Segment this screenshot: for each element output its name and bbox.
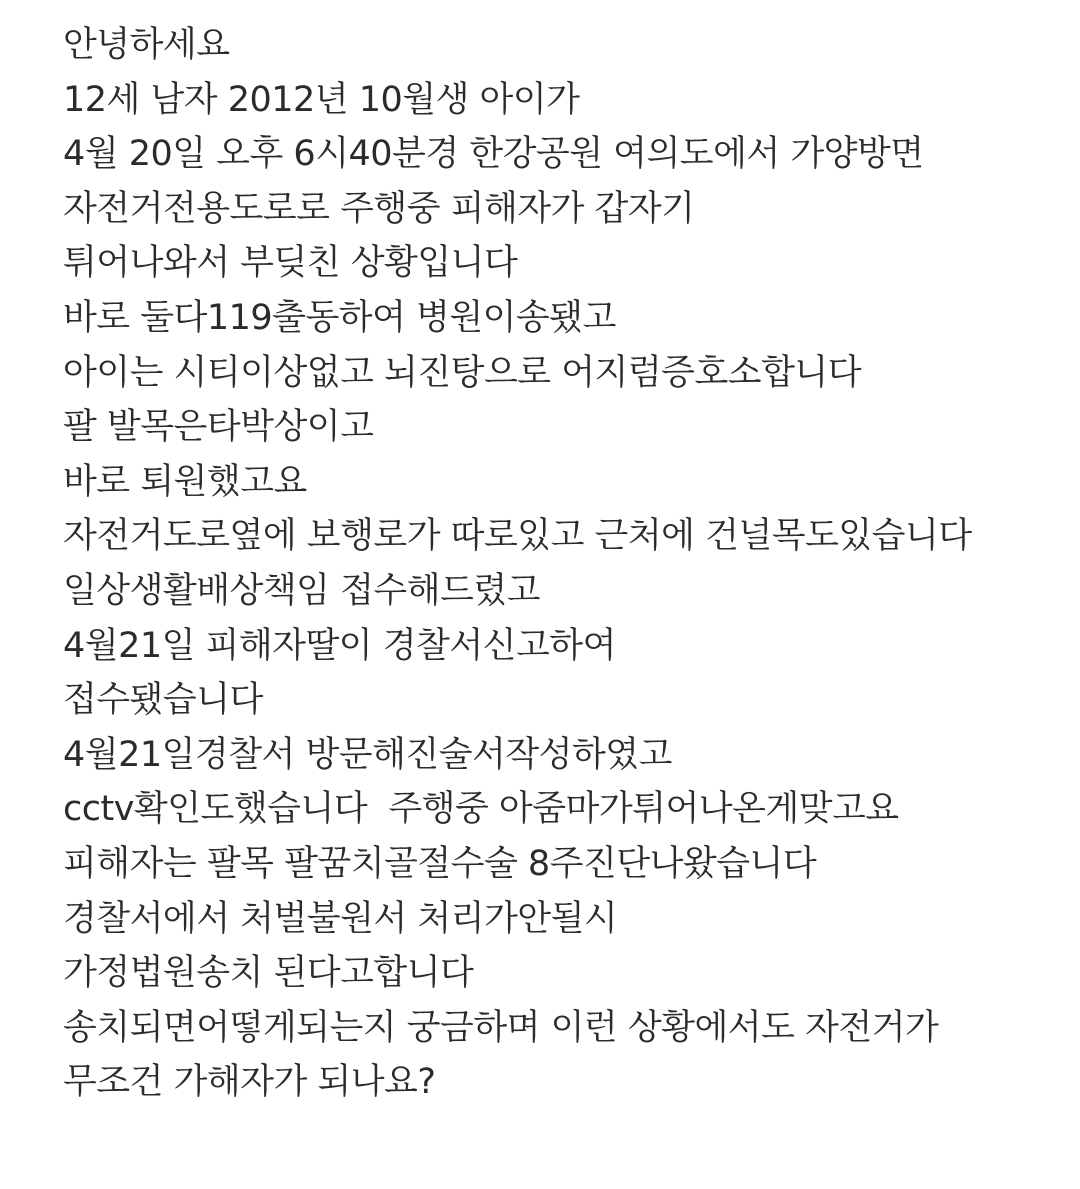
- post-line: 4월 20일 오후 6시40분경 한강공원 여의도에서 가양방면: [63, 134, 924, 175]
- post-line: 4월21일 피해자딸이 경찰서신고하여: [63, 625, 616, 666]
- post-line: 무조건 가해자가 되나요?: [63, 1062, 436, 1103]
- post-line: 아이는 시티이상없고 뇌진탕으로 어지럼증호소합니다: [63, 352, 862, 393]
- post-line: 가정법원송치 된다고합니다: [63, 953, 474, 994]
- post-line: 바로 둘다119출동하여 병원이송됐고: [63, 297, 616, 338]
- post-line: 팔 발목은타박상이고: [63, 407, 374, 448]
- post-line: 자전거전용도로로 주행중 피해자가 갑자기: [63, 188, 695, 229]
- post-line: 12세 남자 2012년 10월생 아이가: [63, 79, 580, 120]
- post-line: 송치되면어떻게되는지 궁금하며 이런 상황에서도 자전거가: [63, 1007, 939, 1048]
- post-line: 접수됐습니다: [63, 680, 263, 721]
- post-line: 일상생활배상책임 접수해드렸고: [63, 570, 540, 611]
- post-body: [63, 18, 1063, 1110]
- post-line: cctv확인도했습니다 주행중 아줌마가튀어나온게맞고요: [63, 789, 899, 830]
- post-line: 자전거도로옆에 보행로가 따로있고 근처에 건널목도있습니다: [63, 516, 972, 557]
- post-line: 경찰서에서 처벌불원서 처리가안될시: [63, 898, 618, 939]
- post-line: 4월21일경찰서 방문해진술서작성하였고: [63, 734, 672, 775]
- post-line: 튀어나와서 부딪친 상황입니다: [63, 243, 518, 284]
- post-line: 피해자는 팔목 팔꿈치골절수술 8주진단나왔습니다: [63, 843, 817, 884]
- post-line: 안녕하세요: [63, 25, 230, 65]
- post-line: 바로 퇴원했고요: [63, 461, 307, 502]
